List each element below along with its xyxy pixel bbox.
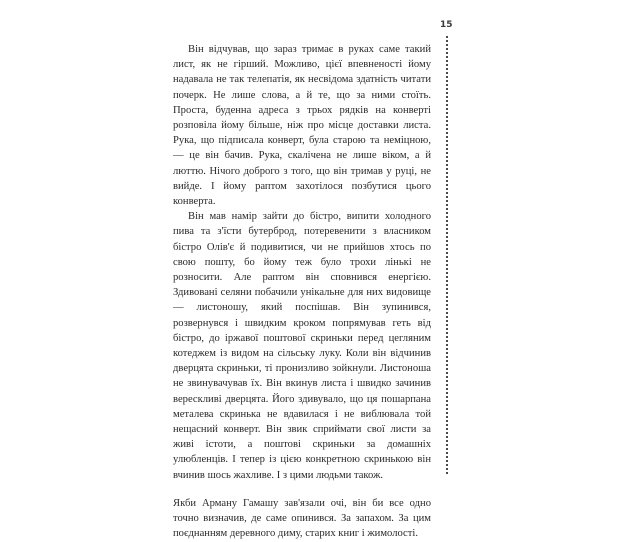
- body-text: [173, 42, 431, 542]
- section-break: [173, 483, 431, 496]
- paragraph: Він відчував, що зараз тримає в руках саме такий лист, як не гірший. Можливо, цієї впевненості йому надавала не так телепатія, як несвідома здатність читати почерк. Не лише слова, а й те, що за ними стоїть. Проста, буденна адреса з трьох рядків на конверті розповіла йому більше, ніж про місце доставки листа. Рука, що підписала конверт, була старою та неміцною, — це він бачив. Рука, скалічена не лише віком, а й люттю. Нічого доброго з того, що він тримав у руці, не вийде. І йому раптом захотілося позбутися цього конверта.: [173, 44, 431, 208]
- paragraph: Якби Арману Гамашу зав'язали очі, він би все одно точно визначив, де саме опинився. За запахом. За цим поєднанням деревного диму, старих книг і жимолості.: [173, 497, 431, 540]
- dotted-margin-rule: [446, 36, 448, 474]
- page-number: 15: [440, 20, 453, 30]
- paragraph: Він мав намір зайти до бістро, випити холодного пива та з'їсти бутерброд, потеревенити з власником бістро Олів'є й подивитися, чи не прийшов хтось по свою пошту, бо йому теж було трохи лінькі не розносити. Але раптом він сповнився енергією. Здивовані селяни побачили унікальне для них видовище — листоношу, який поспішав. Він зупинився, розвернувся і швидким кроком попрямував геть від бістро, до іржавої поштової скриньки перед цегляним котеджем із видом на сільську луку. Коли він відчинив дверцята скриньки, ті пронизливо зойкнули. Листоноша не звинувачував їх. Він вкинув листа і швидко зачинив верескливі дверцята. Його здивувало, що ця пошарпана металева скринька не вдавилася і не виблювала той нещасний конверт. Він звик сприймати свої листи за живі істоти, а поштові скриньки за домашніх улюбленців. І тепер із цією конкретною скринькою він вчинив шось жахливе. І з цими людьми також.: [173, 211, 431, 481]
